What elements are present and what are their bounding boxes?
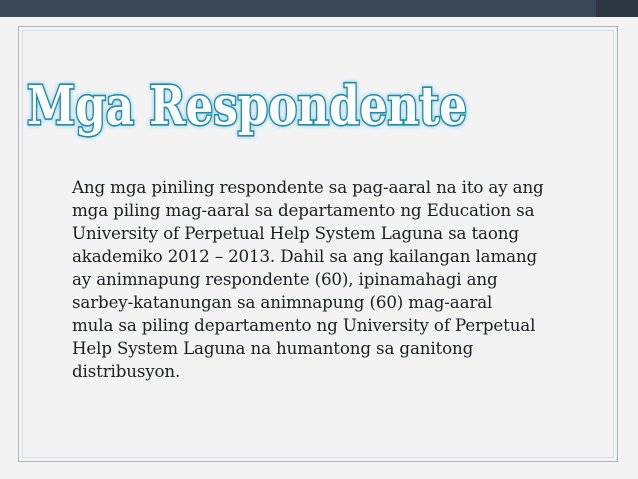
body-line: akademiko 2012 – 2013. Dahil sa ang kailangan lamang [72,246,538,266]
body-line: distribusyon. [72,361,181,381]
top-bar-accent [596,0,638,17]
body-line: Ang mga piniling respondente sa pag-aaral na ito ay ang [72,177,544,197]
body-line: University of Perpetual Help System Laguna sa taong [72,223,519,243]
body-line: ay animnapung respondente (60), ipinamahagi ang [72,269,498,289]
top-bar [0,0,638,17]
body-line: mula sa piling departamento ng University of Perpetual [72,315,536,335]
slide-title [27,76,473,136]
slide-title-text: Mga Respondente [27,75,467,137]
body-line: Help System Laguna na humantong sa ganitong [72,338,474,358]
body-line: mga piling mag-aaral sa departamento ng Education sa [72,200,535,220]
body-line: sarbey-katanungan sa animnapung (60) mag-aaral [72,292,493,312]
body-paragraph [72,176,612,383]
